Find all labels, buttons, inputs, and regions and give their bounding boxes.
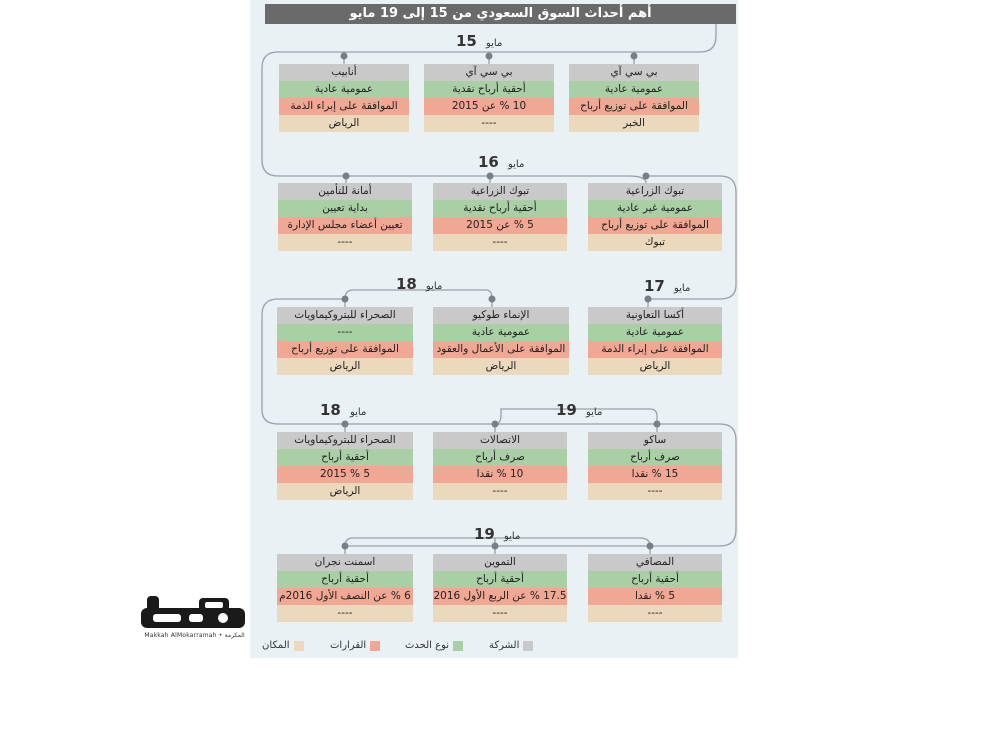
card-company: بي سي آي xyxy=(569,64,699,81)
event-card xyxy=(279,64,409,132)
card-event-type: أحقية أرباح xyxy=(433,571,567,588)
card-event-type: أحقية أرباح نقدية xyxy=(424,81,554,98)
card-decision: 10 % نقدا xyxy=(433,466,567,483)
event-card xyxy=(424,64,554,132)
day-label xyxy=(396,273,442,295)
card-company: بي سي آي xyxy=(424,64,554,81)
legend-swatch xyxy=(523,641,533,651)
card-place: ---- xyxy=(433,605,567,622)
month-label: مايو xyxy=(349,407,367,418)
month-label: مايو xyxy=(485,38,503,49)
card-place: ---- xyxy=(278,234,412,251)
event-card xyxy=(433,183,567,251)
card-event-type: عمومية عادية xyxy=(569,81,699,98)
day-number: 18 xyxy=(320,401,341,419)
month-label: مايو xyxy=(585,407,603,418)
card-place: الرياض xyxy=(277,483,413,500)
card-event-type: ---- xyxy=(277,324,413,341)
month-label: مايو xyxy=(507,159,525,170)
card-place: ---- xyxy=(424,115,554,132)
event-card xyxy=(277,307,413,375)
card-decision: 6 % عن النصف الأول 2016م xyxy=(277,588,413,605)
card-decision: 17.5 % عن الربع الأول 2016 xyxy=(433,588,567,605)
day-number: 15 xyxy=(456,32,477,50)
card-place: ---- xyxy=(277,605,413,622)
card-place: الرياض xyxy=(588,358,722,375)
event-card xyxy=(433,432,567,500)
card-company: اسمنت نجران xyxy=(277,554,413,571)
day-label xyxy=(644,275,690,297)
legend-decision xyxy=(330,640,380,651)
month-label: مايو xyxy=(425,281,443,292)
day-label xyxy=(320,399,366,421)
logo-caption: Makkah AlMokarramah • المكرمة xyxy=(144,632,245,639)
card-decision: الموافقة على توزيع أرباح xyxy=(588,217,722,234)
day-number: 16 xyxy=(478,153,499,171)
card-decision: الموافقة على الأعمال والعقود xyxy=(433,341,569,358)
card-company: تبوك الزراعية xyxy=(433,183,567,200)
month-label: مايو xyxy=(673,283,691,294)
event-card xyxy=(277,432,413,500)
legend-label: الشركة xyxy=(489,640,520,651)
event-card xyxy=(588,307,722,375)
card-place: الرياض xyxy=(277,358,413,375)
card-decision: 5 % 2015 xyxy=(277,466,413,483)
legend-company xyxy=(489,640,533,651)
card-company: الإنماء طوكيو xyxy=(433,307,569,324)
card-decision: الموافقة على إبراء الذمة xyxy=(588,341,722,358)
card-place: الرياض xyxy=(279,115,409,132)
legend-label: القرارات xyxy=(330,640,367,651)
legend-event-type xyxy=(405,640,463,651)
legend-label: المكان xyxy=(262,640,290,651)
card-decision: 10 % عن 2015 xyxy=(424,98,554,115)
card-event-type: عمومية عادية xyxy=(588,324,722,341)
makkah-logo xyxy=(137,594,252,646)
event-card xyxy=(569,64,699,132)
event-card xyxy=(588,183,722,251)
card-company: أنابيب xyxy=(279,64,409,81)
legend-swatch xyxy=(370,641,380,651)
day-number: 18 xyxy=(396,275,417,293)
month-label: مايو xyxy=(503,531,521,542)
card-decision: تعيين أعضاء مجلس الإدارة xyxy=(278,217,412,234)
card-place: ---- xyxy=(588,605,722,622)
card-decision: 5 % عن 2015 xyxy=(433,217,567,234)
card-event-type: عمومية عادية xyxy=(433,324,569,341)
legend-place xyxy=(262,640,304,651)
day-number: 19 xyxy=(556,401,577,419)
event-card xyxy=(433,554,567,622)
legend-label: نوع الحدث xyxy=(405,640,450,651)
day-label xyxy=(456,30,502,52)
card-event-type: أحقية أرباح xyxy=(588,571,722,588)
card-company: الصحراء للبتروكيماويات xyxy=(277,432,413,449)
card-place: ---- xyxy=(588,483,722,500)
event-card xyxy=(278,183,412,251)
card-company: الاتصالات xyxy=(433,432,567,449)
card-event-type: بداية تعيين xyxy=(278,200,412,217)
card-decision: 15 % نقدا xyxy=(588,466,722,483)
card-event-type: عمومية عادية xyxy=(279,81,409,98)
infographic-title: أهم أحداث السوق السعودي من 15 إلى 19 مايو xyxy=(265,4,736,24)
legend-swatch xyxy=(294,641,304,651)
day-label xyxy=(478,151,524,173)
card-company: أكسا التعاونية xyxy=(588,307,722,324)
card-place: الخبر xyxy=(569,115,699,132)
card-event-type: أحقية أرباح نقدية xyxy=(433,200,567,217)
card-event-type: صرف أرباح xyxy=(433,449,567,466)
card-event-type: أحقية أرباح xyxy=(277,571,413,588)
card-place: ---- xyxy=(433,483,567,500)
card-place: ---- xyxy=(433,234,567,251)
card-place: الرياض xyxy=(433,358,569,375)
card-company: المصافي xyxy=(588,554,722,571)
card-event-type: أحقية أرباح xyxy=(277,449,413,466)
card-decision: الموافقة على توزيع أرباح xyxy=(277,341,413,358)
card-company: ساكو xyxy=(588,432,722,449)
card-decision: الموافقة على توزيع أرباح xyxy=(569,98,699,115)
card-company: الصحراء للبتروكيماويات xyxy=(277,307,413,324)
event-card xyxy=(433,307,569,375)
event-card xyxy=(588,432,722,500)
card-place: تبوك xyxy=(588,234,722,251)
day-number: 17 xyxy=(644,277,665,295)
day-label xyxy=(474,523,520,545)
legend-swatch xyxy=(453,641,463,651)
card-company: أمانة للتأمين xyxy=(278,183,412,200)
day-number: 19 xyxy=(474,525,495,543)
card-decision: 5 % نقدا xyxy=(588,588,722,605)
makkah-wordmark-icon xyxy=(137,594,249,630)
card-decision: الموافقة على إبراء الذمة xyxy=(279,98,409,115)
card-company: التموين xyxy=(433,554,567,571)
card-event-type: صرف أرباح xyxy=(588,449,722,466)
day-label xyxy=(556,399,602,421)
card-company: تبوك الزراعية xyxy=(588,183,722,200)
event-card xyxy=(588,554,722,622)
card-event-type: عمومية غير عادية xyxy=(588,200,722,217)
event-card xyxy=(277,554,413,622)
